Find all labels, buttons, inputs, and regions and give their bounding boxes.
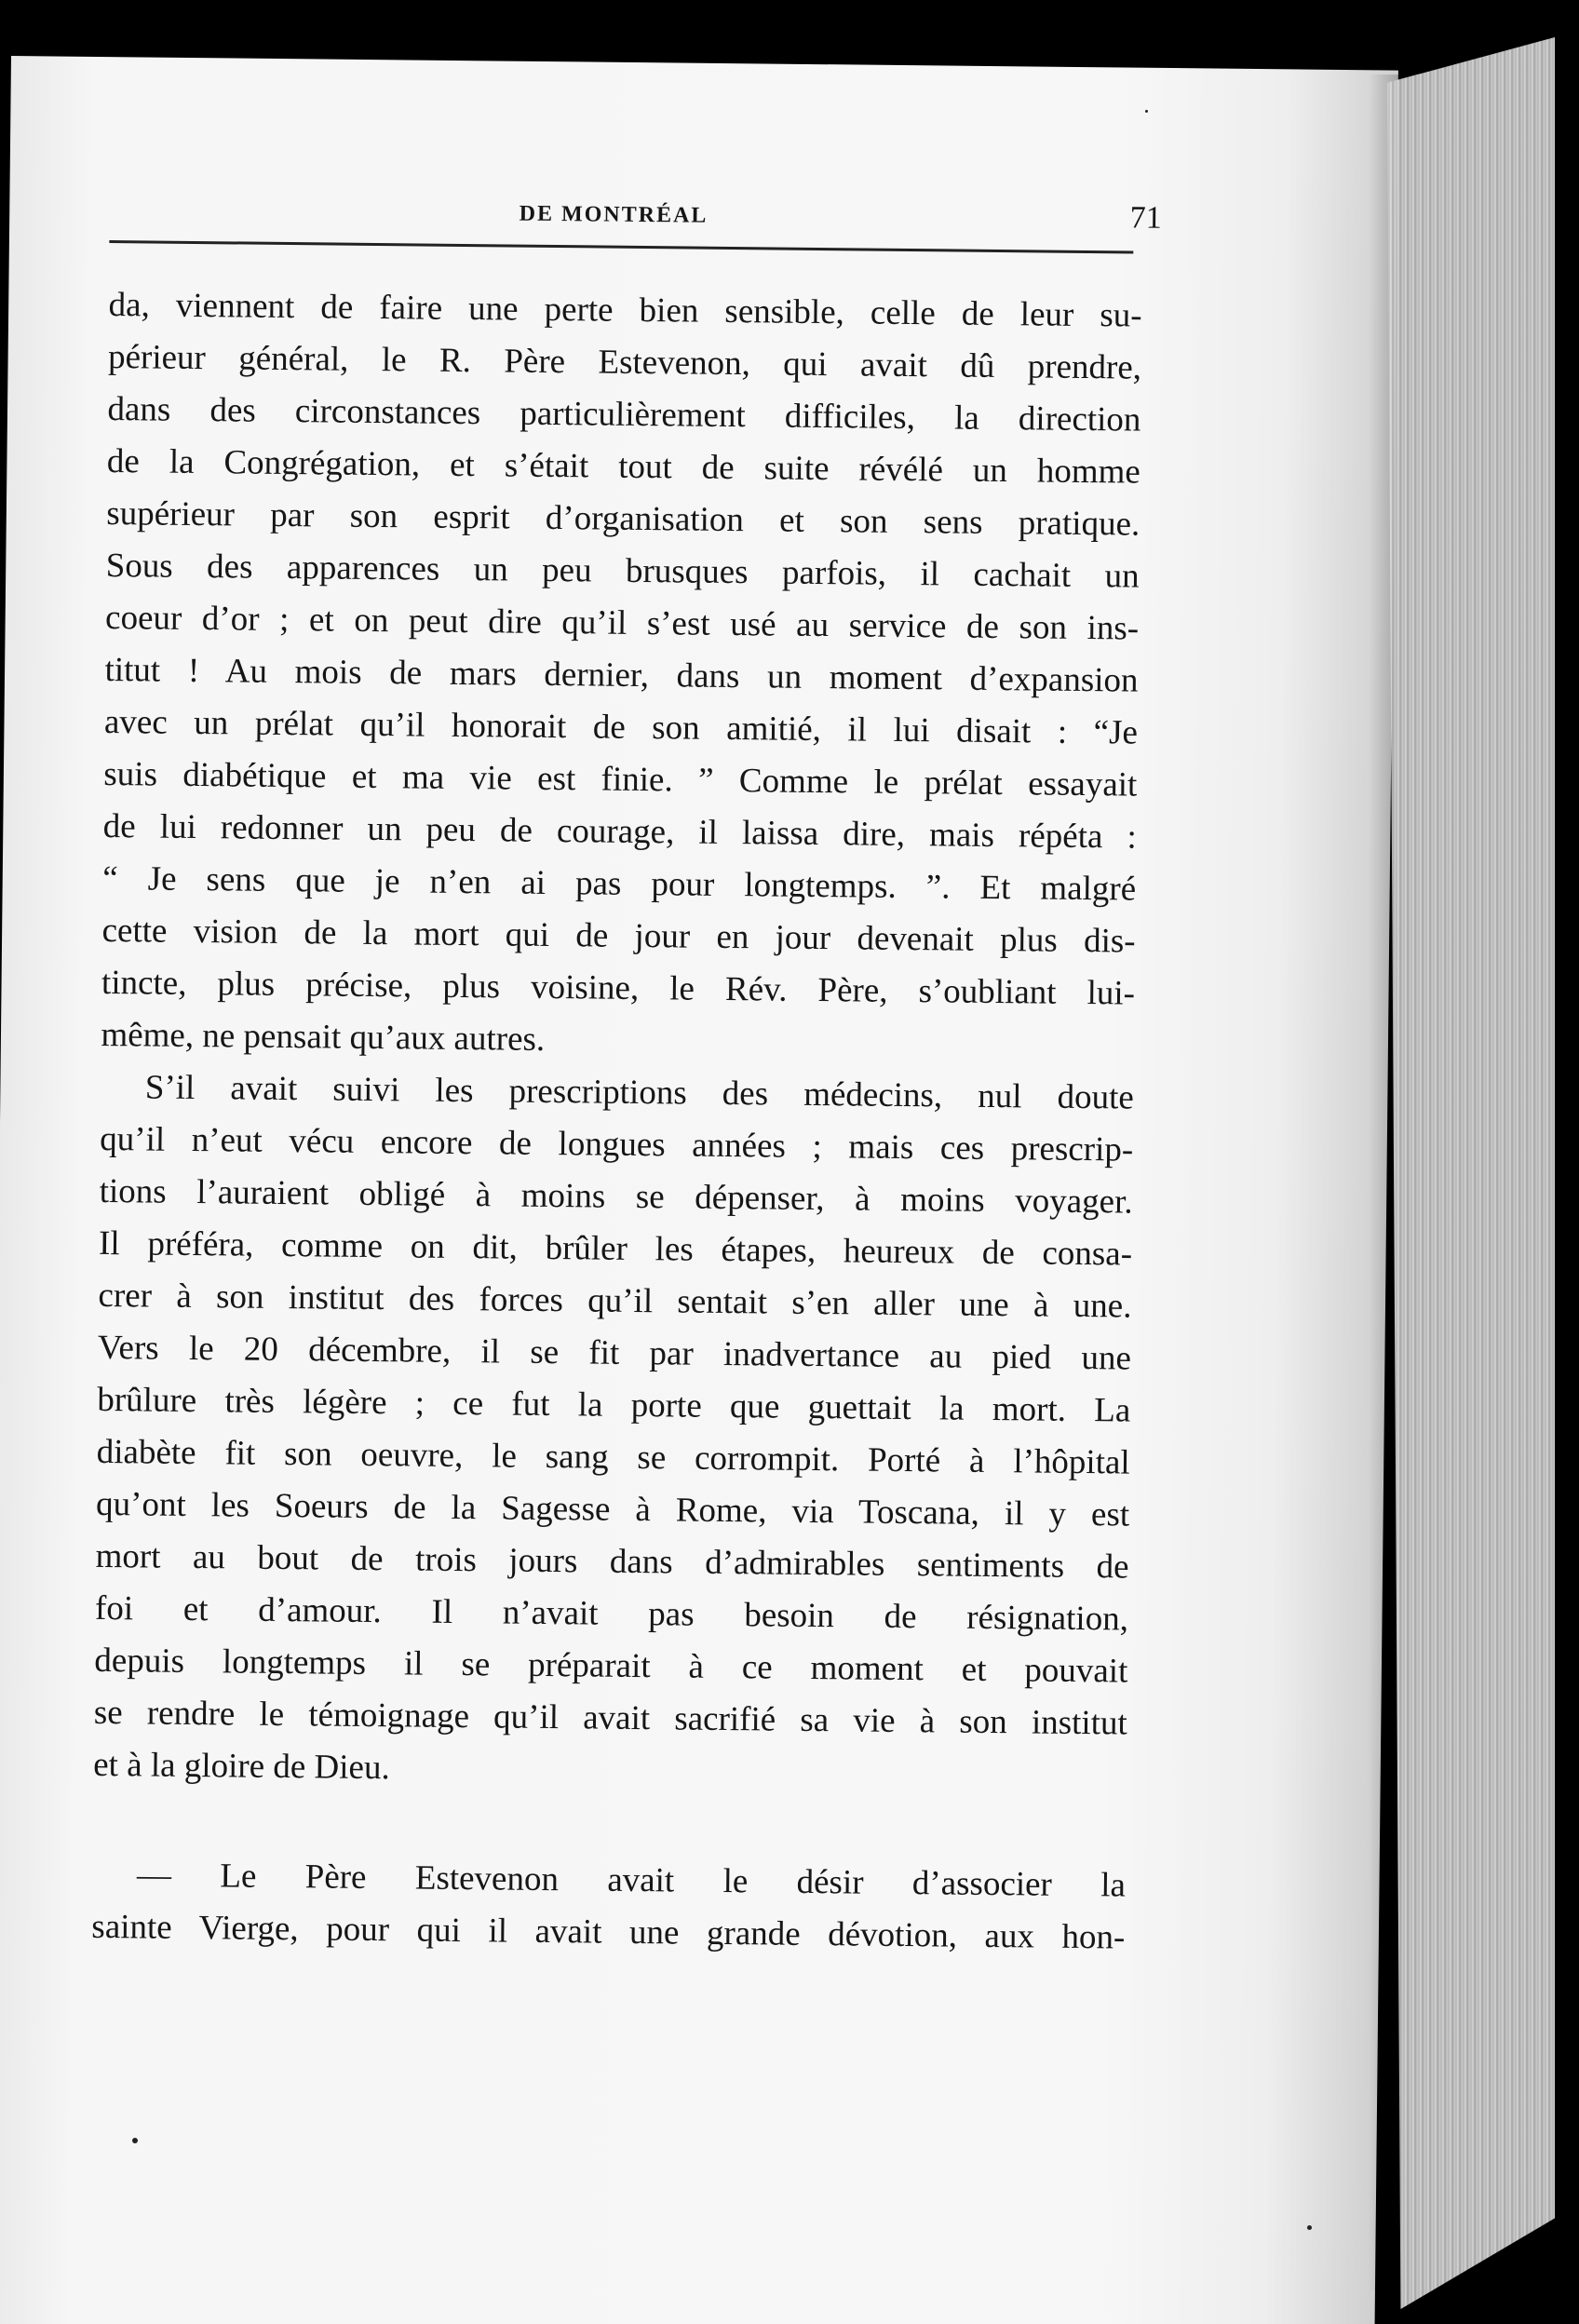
text-line: même, ne pensait qu’aux autres. bbox=[101, 1015, 546, 1059]
text-line: “ Je sens que je n’en ai pas pour longtemps. ”. Et malgré bbox=[101, 858, 1137, 909]
text-line: Vers le 20 décembre, il se fit par inadvertance au pied une bbox=[97, 1328, 1132, 1378]
text-line: suis diabétique et ma vie est finie. ” Comme le prélat essayait bbox=[103, 754, 1138, 804]
text-line: — Le Père Estevenon avait le désir d’associer la bbox=[136, 1856, 1127, 1905]
paragraph-1 bbox=[101, 279, 1142, 1073]
text-line: foi et d’amour. Il n’avait pas besoin de résignation, bbox=[94, 1588, 1129, 1639]
scan-speck bbox=[1145, 110, 1148, 113]
page-content bbox=[91, 186, 1162, 1957]
page-header bbox=[109, 186, 1162, 253]
scan-speck bbox=[132, 2138, 138, 2143]
text-line: sainte Vierge, pour qui il avait une grande dévotion, aux hon- bbox=[91, 1907, 1126, 1957]
text-line: qu’il n’eut vécu encore de longues années ; mais ces prescrip- bbox=[100, 1119, 1134, 1169]
text-line: brûlure très légère ; ce fut la porte que guettait la mort. La bbox=[97, 1380, 1131, 1430]
page-number: 71 bbox=[1129, 200, 1162, 236]
text-line: de la Congrégation, et s’était tout de suite révélé un homme bbox=[106, 441, 1141, 492]
page-block-edges bbox=[1387, 37, 1555, 2309]
text-line: qu’ont les Soeurs de la Sagesse à Rome, via Toscana, il y est bbox=[95, 1484, 1130, 1534]
text-line: cette vision de la mort qui de jour en jour devenait plus dis- bbox=[101, 911, 1136, 961]
text-line: tincte, plus précise, plus voisine, le Rév. Père, s’oubliant lui- bbox=[101, 963, 1136, 1013]
text-line: avec un prélat qu’il honorait de son amitié, il lui disait : “Je bbox=[103, 702, 1139, 752]
text-line: crer à son institut des forces qu’il sentait s’en aller une à une. bbox=[98, 1276, 1132, 1326]
text-line: da, viennent de faire une perte bien sensible, celle de leur su- bbox=[108, 285, 1142, 335]
text-line: S’il avait suivi les prescriptions des médecins, nul doute bbox=[144, 1068, 1135, 1117]
text-line: dans des circonstances particulièrement difficiles, la direction bbox=[107, 389, 1141, 439]
text-line: se rendre le témoignage qu’il avait sacrifié sa vie à son institut bbox=[93, 1693, 1127, 1743]
text-line: périeur général, le R. Père Estevenon, qui avait dû prendre, bbox=[107, 337, 1142, 387]
text-line: coeur d’or ; et on peut dire qu’il s’est usé au service de son ins- bbox=[104, 598, 1140, 648]
paragraph-2 bbox=[93, 1061, 1134, 1803]
text-line: mort au bout de trois jours dans d’admirables sentiments de bbox=[95, 1536, 1129, 1587]
text-line: Sous des apparences un peu brusques parfois, il cachait un bbox=[105, 546, 1140, 596]
text-line: de lui redonner un peu de courage, il laissa dire, mais répéta : bbox=[102, 806, 1137, 857]
text-line: supérieur par son esprit d’organisation et son sens pratique. bbox=[106, 493, 1140, 544]
text-line: Il préféra, comme on dit, brûler les étapes, heureux de consa- bbox=[98, 1223, 1133, 1274]
scan-speck bbox=[1307, 2225, 1312, 2230]
text-line: titut ! Au mois de mars dernier, dans un moment d’expansion bbox=[104, 650, 1139, 700]
running-head: DE MONTRÉAL bbox=[519, 201, 709, 228]
text-line: depuis longtemps il se préparait à ce moment et pouvait bbox=[94, 1641, 1128, 1691]
text-line: diabète fit son oeuvre, le sang se corrompit. Porté à l’hôpital bbox=[96, 1432, 1130, 1482]
body-text bbox=[91, 279, 1142, 1965]
text-line: tions l’auraient obligé à moins se dépenser, à moins voyager. bbox=[99, 1171, 1133, 1222]
section-gap bbox=[92, 1791, 1127, 1860]
text-line: et à la gloire de Dieu. bbox=[93, 1745, 390, 1788]
paragraph-3 bbox=[91, 1849, 1126, 1965]
